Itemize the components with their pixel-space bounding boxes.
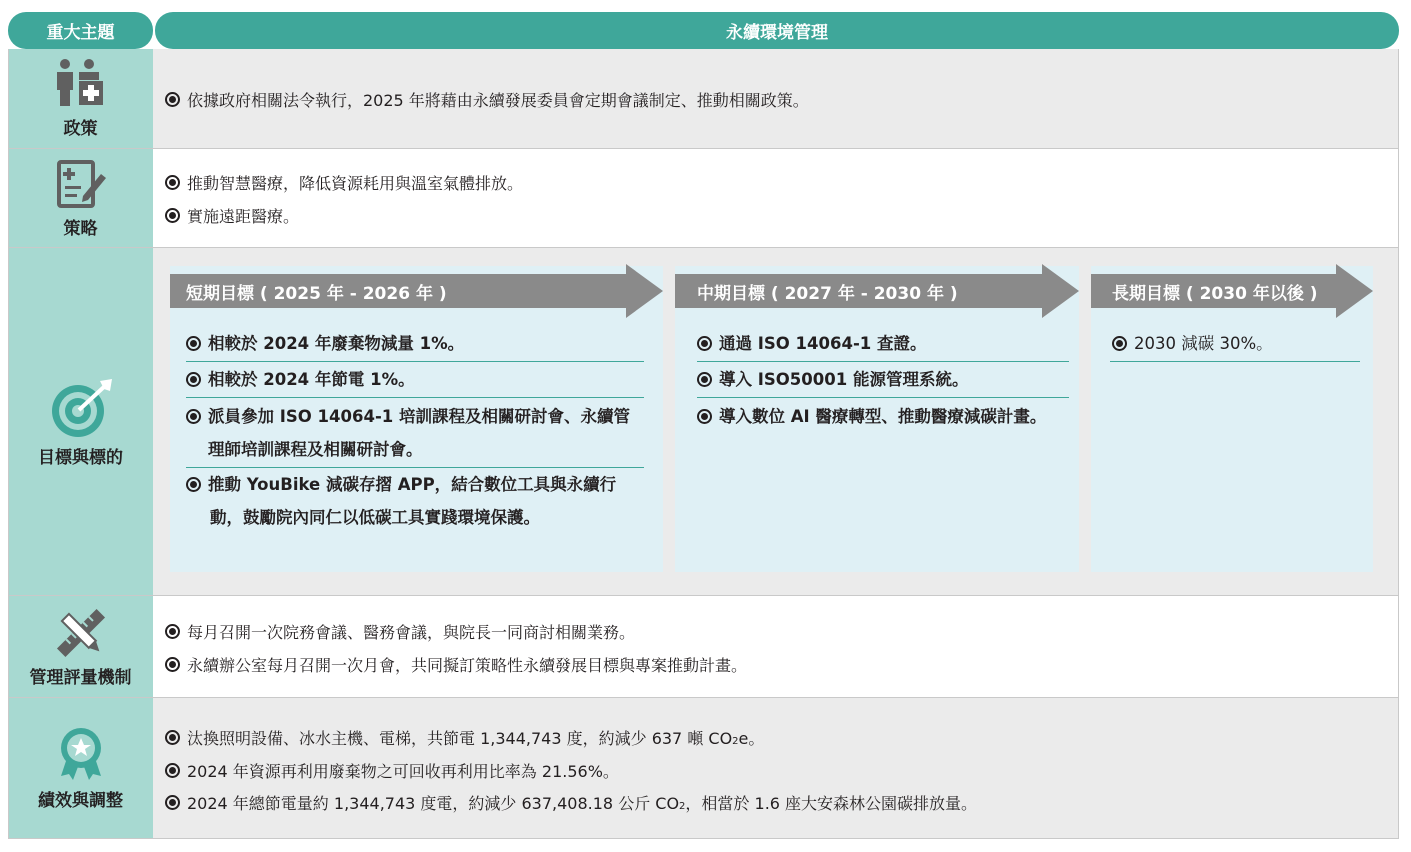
bullet-icon: [165, 763, 180, 778]
list-item: [165, 171, 523, 194]
strategy-label: 策略: [63, 219, 98, 239]
strategy-item-text: 實施遠距醫療。: [187, 207, 300, 226]
bullet-icon: [697, 409, 712, 424]
ruler-pencil-icon: [55, 607, 107, 659]
list-item: [186, 327, 464, 360]
list-item: [165, 204, 299, 227]
bullet-icon: [165, 208, 180, 223]
bullet-icon: [165, 624, 180, 639]
subscript: 2: [679, 801, 686, 812]
mechanism-item-text: 每月召開一次院務會議、醫務會議，與院長一同商討相關業務。: [187, 623, 636, 642]
bullet-icon: [1112, 336, 1127, 351]
long-term-goal-title: 長期目標 ( 2030 年以後 ): [1112, 284, 1318, 304]
list-item: [165, 726, 764, 749]
bullet-icon: [165, 730, 180, 745]
list-item: [165, 620, 635, 643]
medical-staff-icon: [55, 58, 107, 110]
bullet-icon: [186, 477, 201, 492]
target-arrow-icon: [46, 377, 116, 439]
divider: [697, 397, 1069, 398]
mid-term-goal-header: [675, 264, 1079, 318]
performance-label-cell: [8, 698, 153, 839]
policy-item-text: 依據政府相關法令執行，2025 年將藉由永續發展委員會定期會議制定、推動相關政策。: [187, 91, 809, 110]
short-goal-text: 派員參加 ISO 14064-1 培訓課程及相關研討會、永續管: [208, 407, 631, 426]
bullet-icon: [165, 657, 180, 672]
bullet-icon: [697, 336, 712, 351]
list-item: [1112, 327, 1273, 360]
goals-label-cell: [8, 248, 153, 596]
mechanism-item-text: 永續辦公室每月召開一次月會，共同擬訂策略性永續發展目標與專案推動計畫。: [187, 656, 748, 675]
list-item: [165, 88, 809, 111]
divider: [186, 397, 644, 398]
short-goal-text-cont: 理師培訓課程及相關研討會。: [208, 440, 423, 459]
bullet-icon: [165, 795, 180, 810]
strategy-label-cell: [8, 149, 153, 248]
bullet-icon: [697, 372, 712, 387]
policy-content: [153, 49, 1399, 148]
performance-label: 績效與調整: [38, 791, 123, 811]
short-goal-text: 相較於 2024 年廢棄物減量 1%。: [208, 334, 465, 353]
policy-label-cell: [8, 49, 153, 148]
short-term-goal-title: 短期目標 ( 2025 年 - 2026 年 ): [186, 284, 447, 304]
bullet-icon: [186, 336, 201, 351]
bullet-icon: [165, 175, 180, 190]
mechanism-label-cell: [8, 596, 153, 698]
mechanism-content: [153, 596, 1399, 698]
clipboard-pen-icon: [55, 158, 107, 210]
subscript: 2: [732, 736, 739, 747]
bullet-icon: [165, 92, 180, 107]
list-item: [165, 653, 747, 676]
list-item: [697, 400, 1046, 433]
long-term-goal-header: [1091, 264, 1373, 318]
divider: [1110, 361, 1360, 362]
list-item: [165, 759, 619, 782]
strategy-item-text: 推動智慧醫療，降低資源耗用與溫室氣體排放。: [187, 174, 524, 193]
title-header: [155, 12, 1399, 49]
short-goal-text-cont: 動，鼓勵院內同仁以低碳工具實踐環境保護。: [210, 508, 540, 527]
mid-goal-text: 導入數位 AI 醫療轉型、推動醫療減碳計畫。: [719, 407, 1047, 426]
divider: [697, 361, 1069, 362]
policy-row: [8, 49, 1399, 148]
list-item: [697, 327, 927, 360]
long-goal-text: 2030 減碳 30%。: [1134, 334, 1273, 353]
short-goal-text: 相較於 2024 年節電 1%。: [208, 370, 415, 389]
performance-row: [8, 697, 1399, 839]
mid-goal-text: 通過 ISO 14064-1 查證。: [719, 334, 927, 353]
bullet-icon: [186, 372, 201, 387]
short-term-goal-header: [170, 264, 663, 318]
performance-item-text-end: ，相當於 1.6 座大安森林公園碳排放量。: [685, 794, 978, 813]
award-ribbon-icon: [55, 726, 107, 782]
goals-label: 目標與標的: [38, 447, 123, 468]
performance-item-text: 2024 年總節電量約 1,344,743 度電，約減少 637,408.18 公斤 CO: [187, 794, 680, 813]
mid-term-goal-title: 中期目標 ( 2027 年 - 2030 年 ): [697, 284, 958, 304]
topic-header-text: 重大主題: [46, 23, 115, 43]
mechanism-label: 管理評量機制: [29, 667, 132, 688]
short-goal-text: 推動 YouBike 減碳存摺 APP，結合數位工具與永續行: [208, 475, 617, 494]
performance-item-text: 汰換照明設備、冰水主機、電梯，共節電 1,344,743 度，約減少 637 噸 CO: [187, 729, 733, 748]
list-item: [165, 791, 977, 814]
strategy-content: [153, 149, 1399, 248]
strategy-row: [8, 148, 1399, 248]
performance-item-text: 2024 年資源再利用廢棄物之可回收再利用比率為 21.56%。: [187, 762, 619, 781]
policy-label: 政策: [63, 119, 98, 139]
divider: [186, 361, 644, 362]
title-header-text: 永續環境管理: [726, 23, 828, 43]
list-item: [697, 363, 968, 396]
list-item: [186, 363, 415, 396]
list-item: [186, 468, 616, 534]
mid-goal-text: 導入 ISO50001 能源管理系統。: [719, 370, 969, 389]
performance-content: [153, 698, 1399, 839]
topic-header: [8, 12, 153, 49]
bullet-icon: [186, 409, 201, 424]
performance-item-text-end: e。: [738, 729, 765, 748]
mechanism-row: [8, 595, 1399, 698]
list-item: [186, 400, 630, 466]
